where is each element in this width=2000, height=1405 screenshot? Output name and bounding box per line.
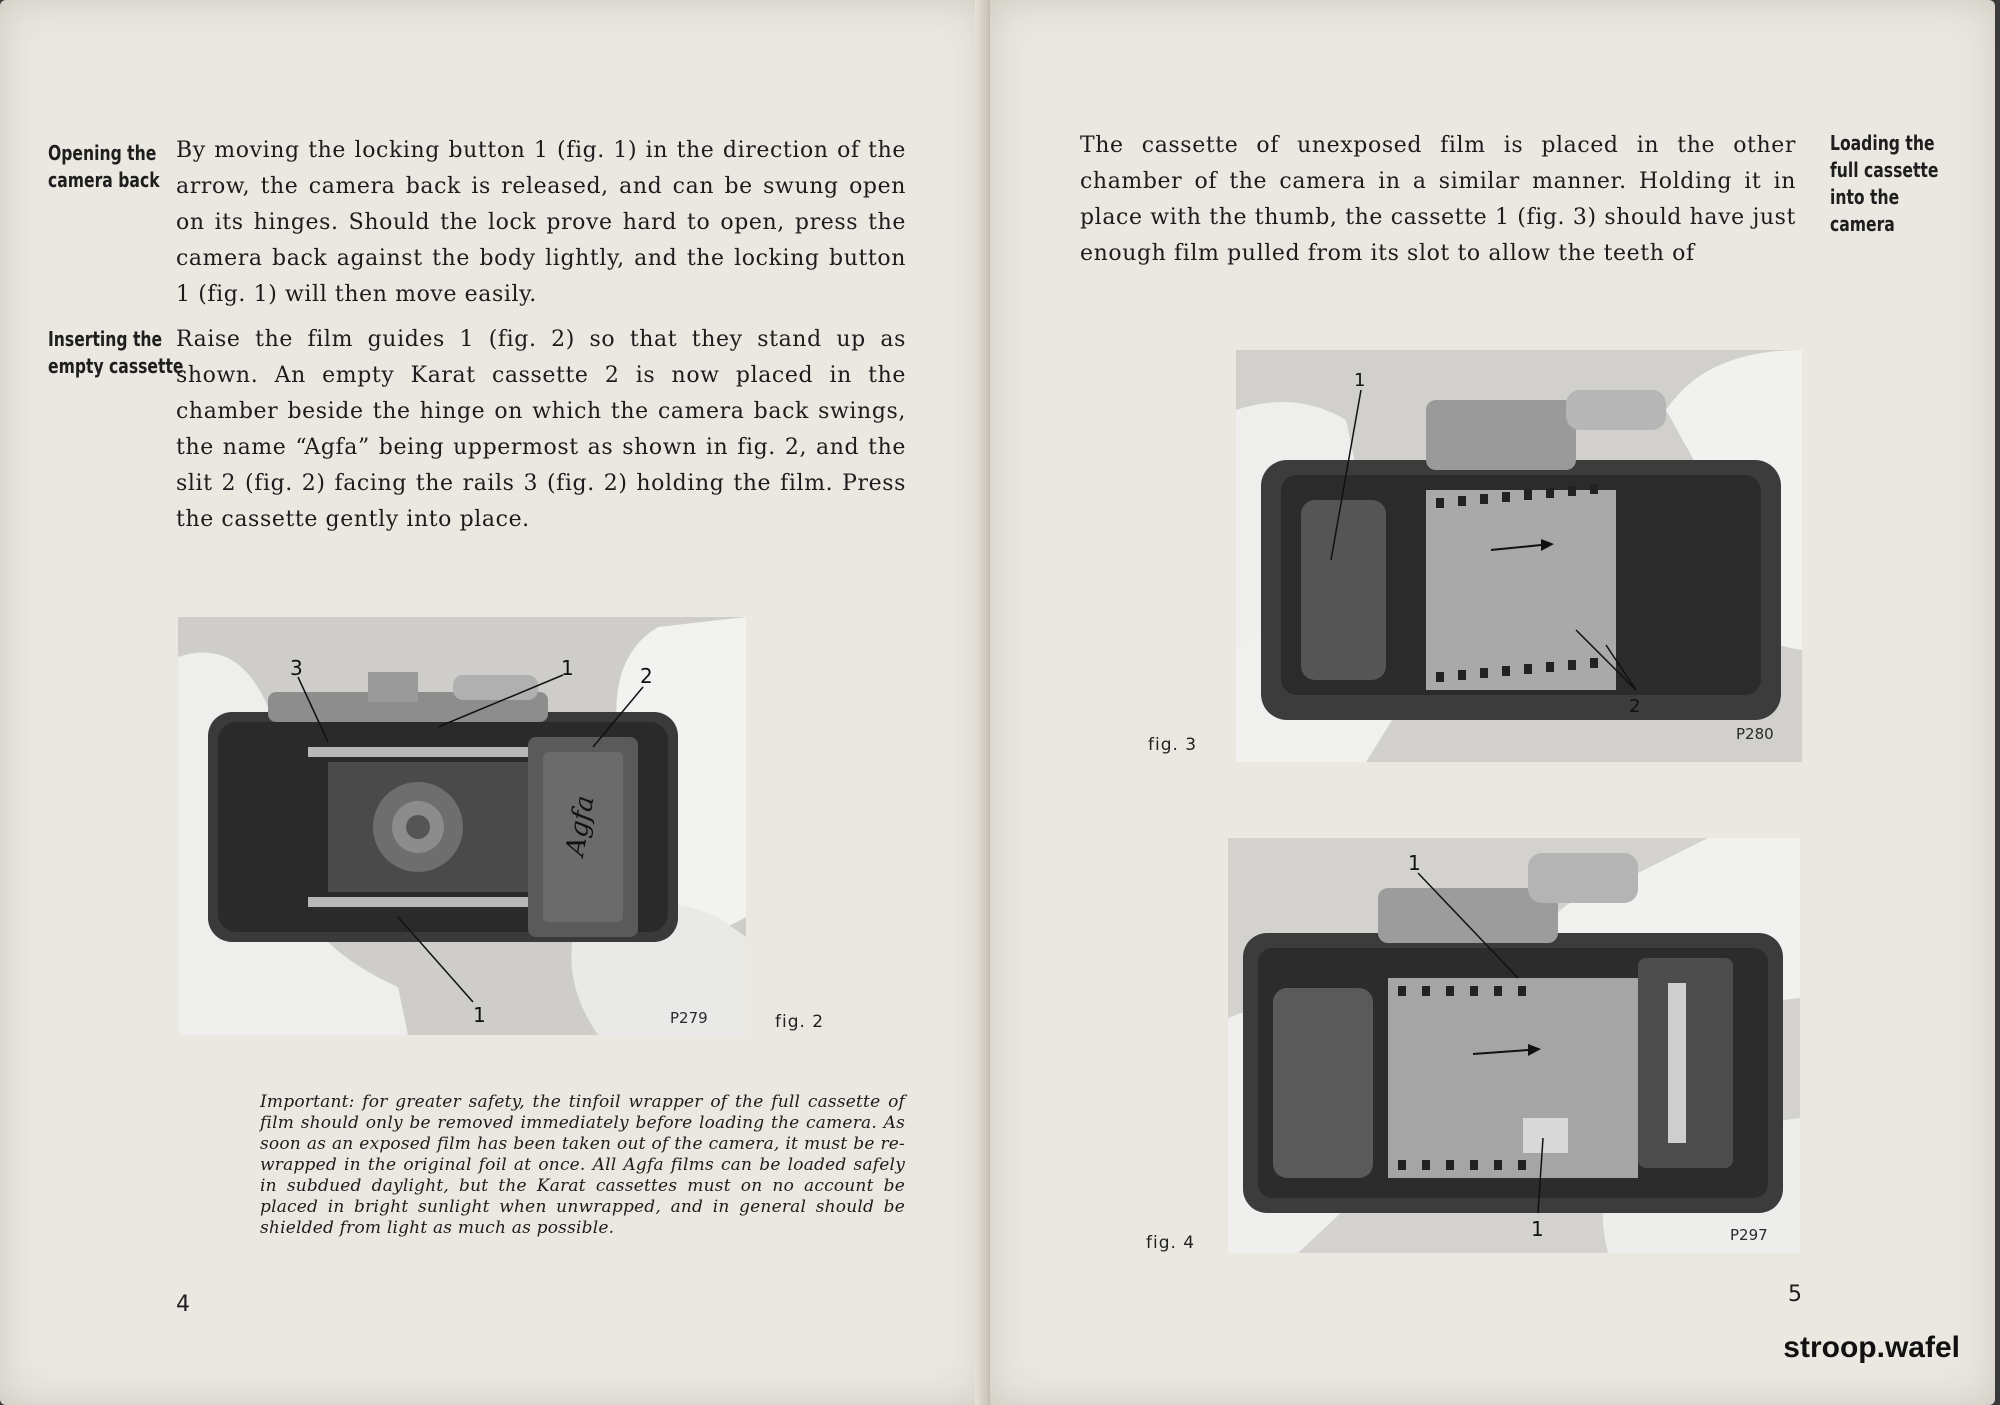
cassette-insertion-illustration bbox=[1236, 350, 1802, 762]
important-note: Important: for greater safety, the tinfoil wrapper of the full cassette of film should only be removed immediately before loading the camera. As soon as an exposed film has been taken out of the camera, it must be re-wrapped in the original foil at once. All Agfa films can be loaded safely in subdued daylight, but the Karat cassettes must on no account be placed in bright sunlight when unwrapped, and in general should be shielded from light as much as possible. bbox=[260, 1092, 905, 1238]
figure-3-photo bbox=[1236, 350, 1802, 762]
paragraph-loading-full-cassette: The cassette of unexposed film is placed in the other chamber of the camera in a similar manner. Holding it in place with the thumb, the cassette 1 (fig. 3) should have just enough film pulled from its slot to allow the teeth of bbox=[1080, 133, 1796, 266]
fig4-callout-1-top: 1 bbox=[1408, 851, 1421, 875]
paragraph-inserting-empty-cassette: Raise the film guides 1 (fig. 2) so that they stand up as shown. An empty Karat cassette 2 is now placed in the chamber beside the hinge on which the camera back swings, the name “Agfa” being uppermost as shown in fig. 2, and the slit 2 (fig. 2) facing the rails 3 (fig. 2) holding the film. Press the cassette gently into place. bbox=[176, 327, 906, 532]
fig3-callout-2: 2 bbox=[1629, 696, 1641, 717]
fig3-photo-code: P280 bbox=[1736, 725, 1774, 743]
fig4-photo-code: P297 bbox=[1730, 1226, 1768, 1244]
fig2-label: fig. 2 bbox=[775, 1012, 825, 1032]
page-number-right: 5 bbox=[1788, 1282, 1802, 1307]
figure-4-photo bbox=[1228, 838, 1800, 1253]
fig2-callout-1-top: 1 bbox=[561, 656, 574, 680]
fig3-callout-1: 1 bbox=[1354, 370, 1366, 391]
fig4-callout-1-bottom: 1 bbox=[1531, 1217, 1544, 1241]
paragraph-opening-camera-back: By moving the locking button 1 (fig. 1) in the direction of the arrow, the camera back is released, and can be swung open on its hinges. Should the lock prove hard to open, press the camera back against the body lightly, and the locking button 1 (fig. 1) will then move easily. bbox=[176, 138, 906, 307]
fig2-callout-1-bottom: 1 bbox=[473, 1003, 486, 1027]
fig2-photo-code: P279 bbox=[670, 1009, 708, 1027]
heading-loading-full-cassette: Loading the full cassette into the camera bbox=[1830, 131, 1939, 236]
fig4-label: fig. 4 bbox=[1146, 1233, 1196, 1253]
watermark-text: stroop.wafel bbox=[1783, 1331, 1960, 1364]
heading-inserting-empty-cassette: Inserting the empty cassette bbox=[48, 327, 184, 378]
figure-2-photo bbox=[178, 617, 746, 1035]
camera-open-back-illustration bbox=[178, 617, 746, 1035]
fig2-callout-3: 3 bbox=[290, 656, 303, 680]
cassette-label: Agfa bbox=[560, 793, 601, 859]
fig2-callout-2: 2 bbox=[640, 664, 653, 688]
fig3-label: fig. 3 bbox=[1148, 735, 1198, 755]
page-number-left: 4 bbox=[176, 1292, 190, 1317]
heading-opening-camera-back: Opening the camera back bbox=[48, 141, 160, 192]
left-page bbox=[0, 0, 985, 1405]
right-page bbox=[990, 0, 1995, 1405]
film-threading-illustration bbox=[1228, 838, 1800, 1253]
